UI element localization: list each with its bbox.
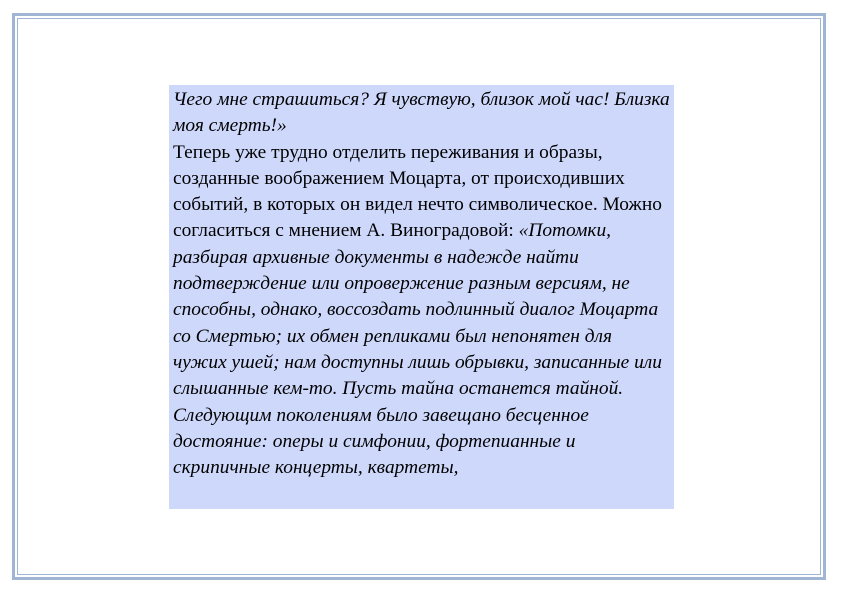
body-text-regular: Теперь уже трудно отделить переживания и образы, созданные воображением Моцарта, от происходивших событий, в которых он видел нечто символическое. Можно согласиться с мнением А. Виноградовой: xyxy=(173,141,662,242)
quote-text: Чего мне страшиться? Я чувствую, близок мой час! Близка моя смерть!» xyxy=(173,89,670,137)
text-block xyxy=(169,85,674,509)
body-text-italic: «Потомки, разбирая архивные документы в надежде найти подтверждение или опровержение разным версиям, не способны, однако, воссоздать подлинный диалог Моцарта со Смертью; их обмен репликами был непонятен для чужих ушей; нам доступны лишь обрывки, записанные или слышанные кем-то. Пусть тайна останется тайной. Следующим поколениям было завещано бесценное достояние: оперы и симфонии, фортепианные и скрипичные концерты, квартеты, xyxy=(173,220,662,479)
